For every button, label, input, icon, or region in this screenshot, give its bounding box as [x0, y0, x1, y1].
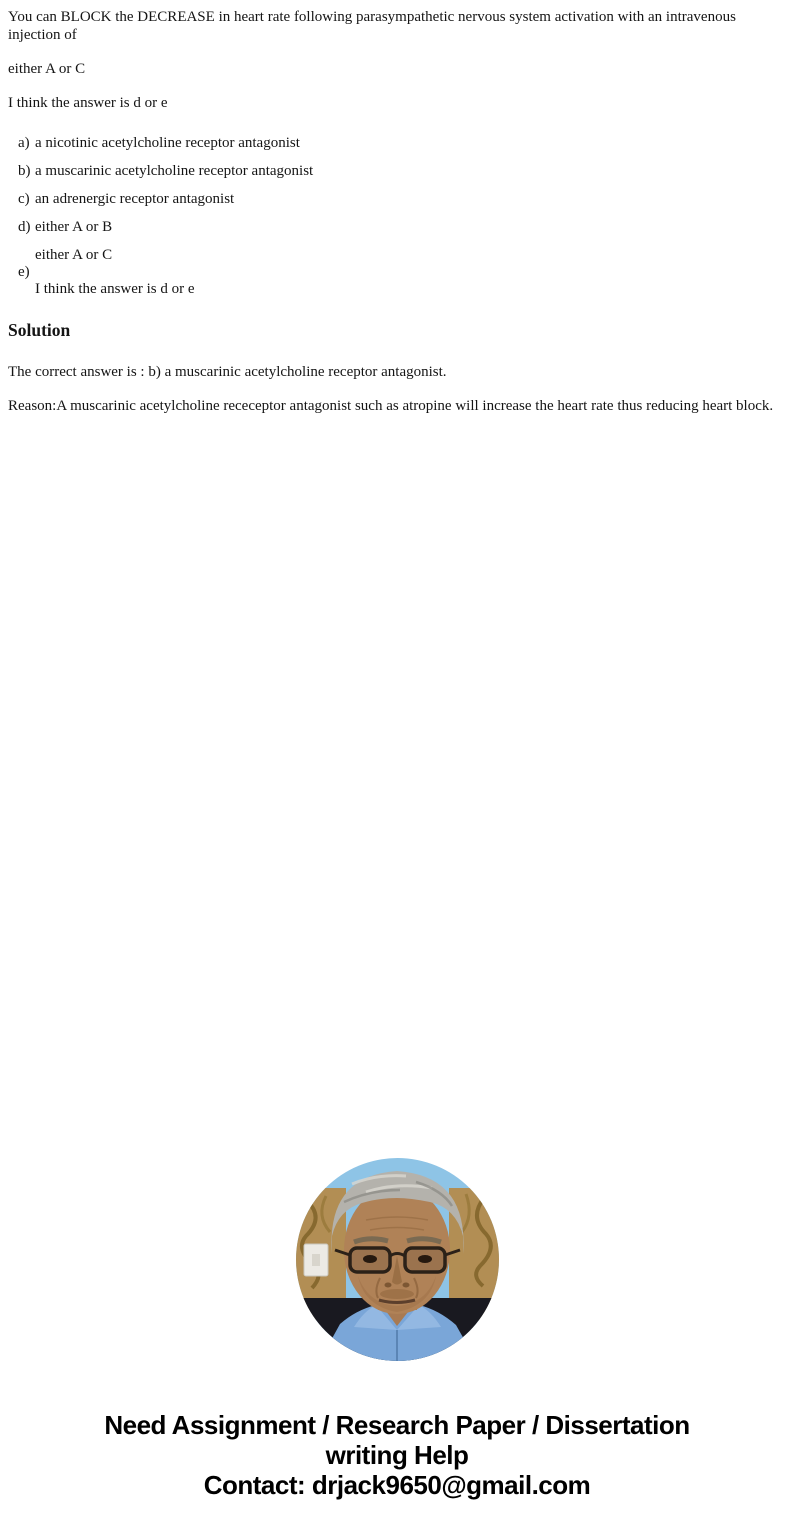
option-b — [18, 162, 786, 180]
option-d-marker: d) — [18, 219, 31, 235]
option-c-text: an adrenergic receptor antagonist — [35, 191, 235, 207]
tutor-avatar — [0, 1158, 794, 1361]
question-note-2: I think the answer is d or e — [8, 95, 168, 111]
solution-answer: The correct answer is : b) a muscarinic acetylcholine receptor antagonist. — [8, 364, 447, 380]
solution-reason: Reason:A muscarinic acetylcholine receceptor antagonist such as atropine will increase the heart rate thus reducing heart block. — [8, 398, 774, 414]
option-d — [18, 218, 786, 236]
option-e-text-2: I think the answer is d or e — [35, 281, 195, 297]
tutor-photo — [296, 1158, 499, 1361]
solution-heading: Solution — [8, 320, 71, 340]
option-e — [18, 246, 786, 298]
answer-options-list — [18, 134, 786, 298]
option-d-text: either A or B — [35, 219, 113, 235]
option-a — [18, 134, 786, 152]
promo-heading-line2: writing Help — [325, 1440, 469, 1470]
option-c-marker: c) — [18, 191, 30, 207]
option-b-text: a muscarinic acetylcholine receptor antagonist — [35, 163, 314, 179]
option-c — [18, 190, 786, 208]
question-text: You can BLOCK the DECREASE in heart rate following parasympathetic nervous system activation with an intravenous injection of — [8, 9, 736, 43]
option-e-marker: e) — [18, 264, 30, 280]
option-b-marker: b) — [18, 163, 31, 179]
option-e-text-1: either A or C — [35, 247, 113, 263]
promo-heading-line1: Need Assignment / Research Paper / Dissertation — [104, 1410, 690, 1440]
option-a-text: a nicotinic acetylcholine receptor antagonist — [35, 135, 300, 151]
option-a-marker: a) — [18, 135, 30, 151]
solution-document — [0, 0, 794, 439]
promo-footer — [0, 1410, 794, 1500]
question-note-1: either A or C — [8, 61, 86, 77]
promo-contact: Contact: drjack9650@gmail.com — [203, 1470, 591, 1500]
